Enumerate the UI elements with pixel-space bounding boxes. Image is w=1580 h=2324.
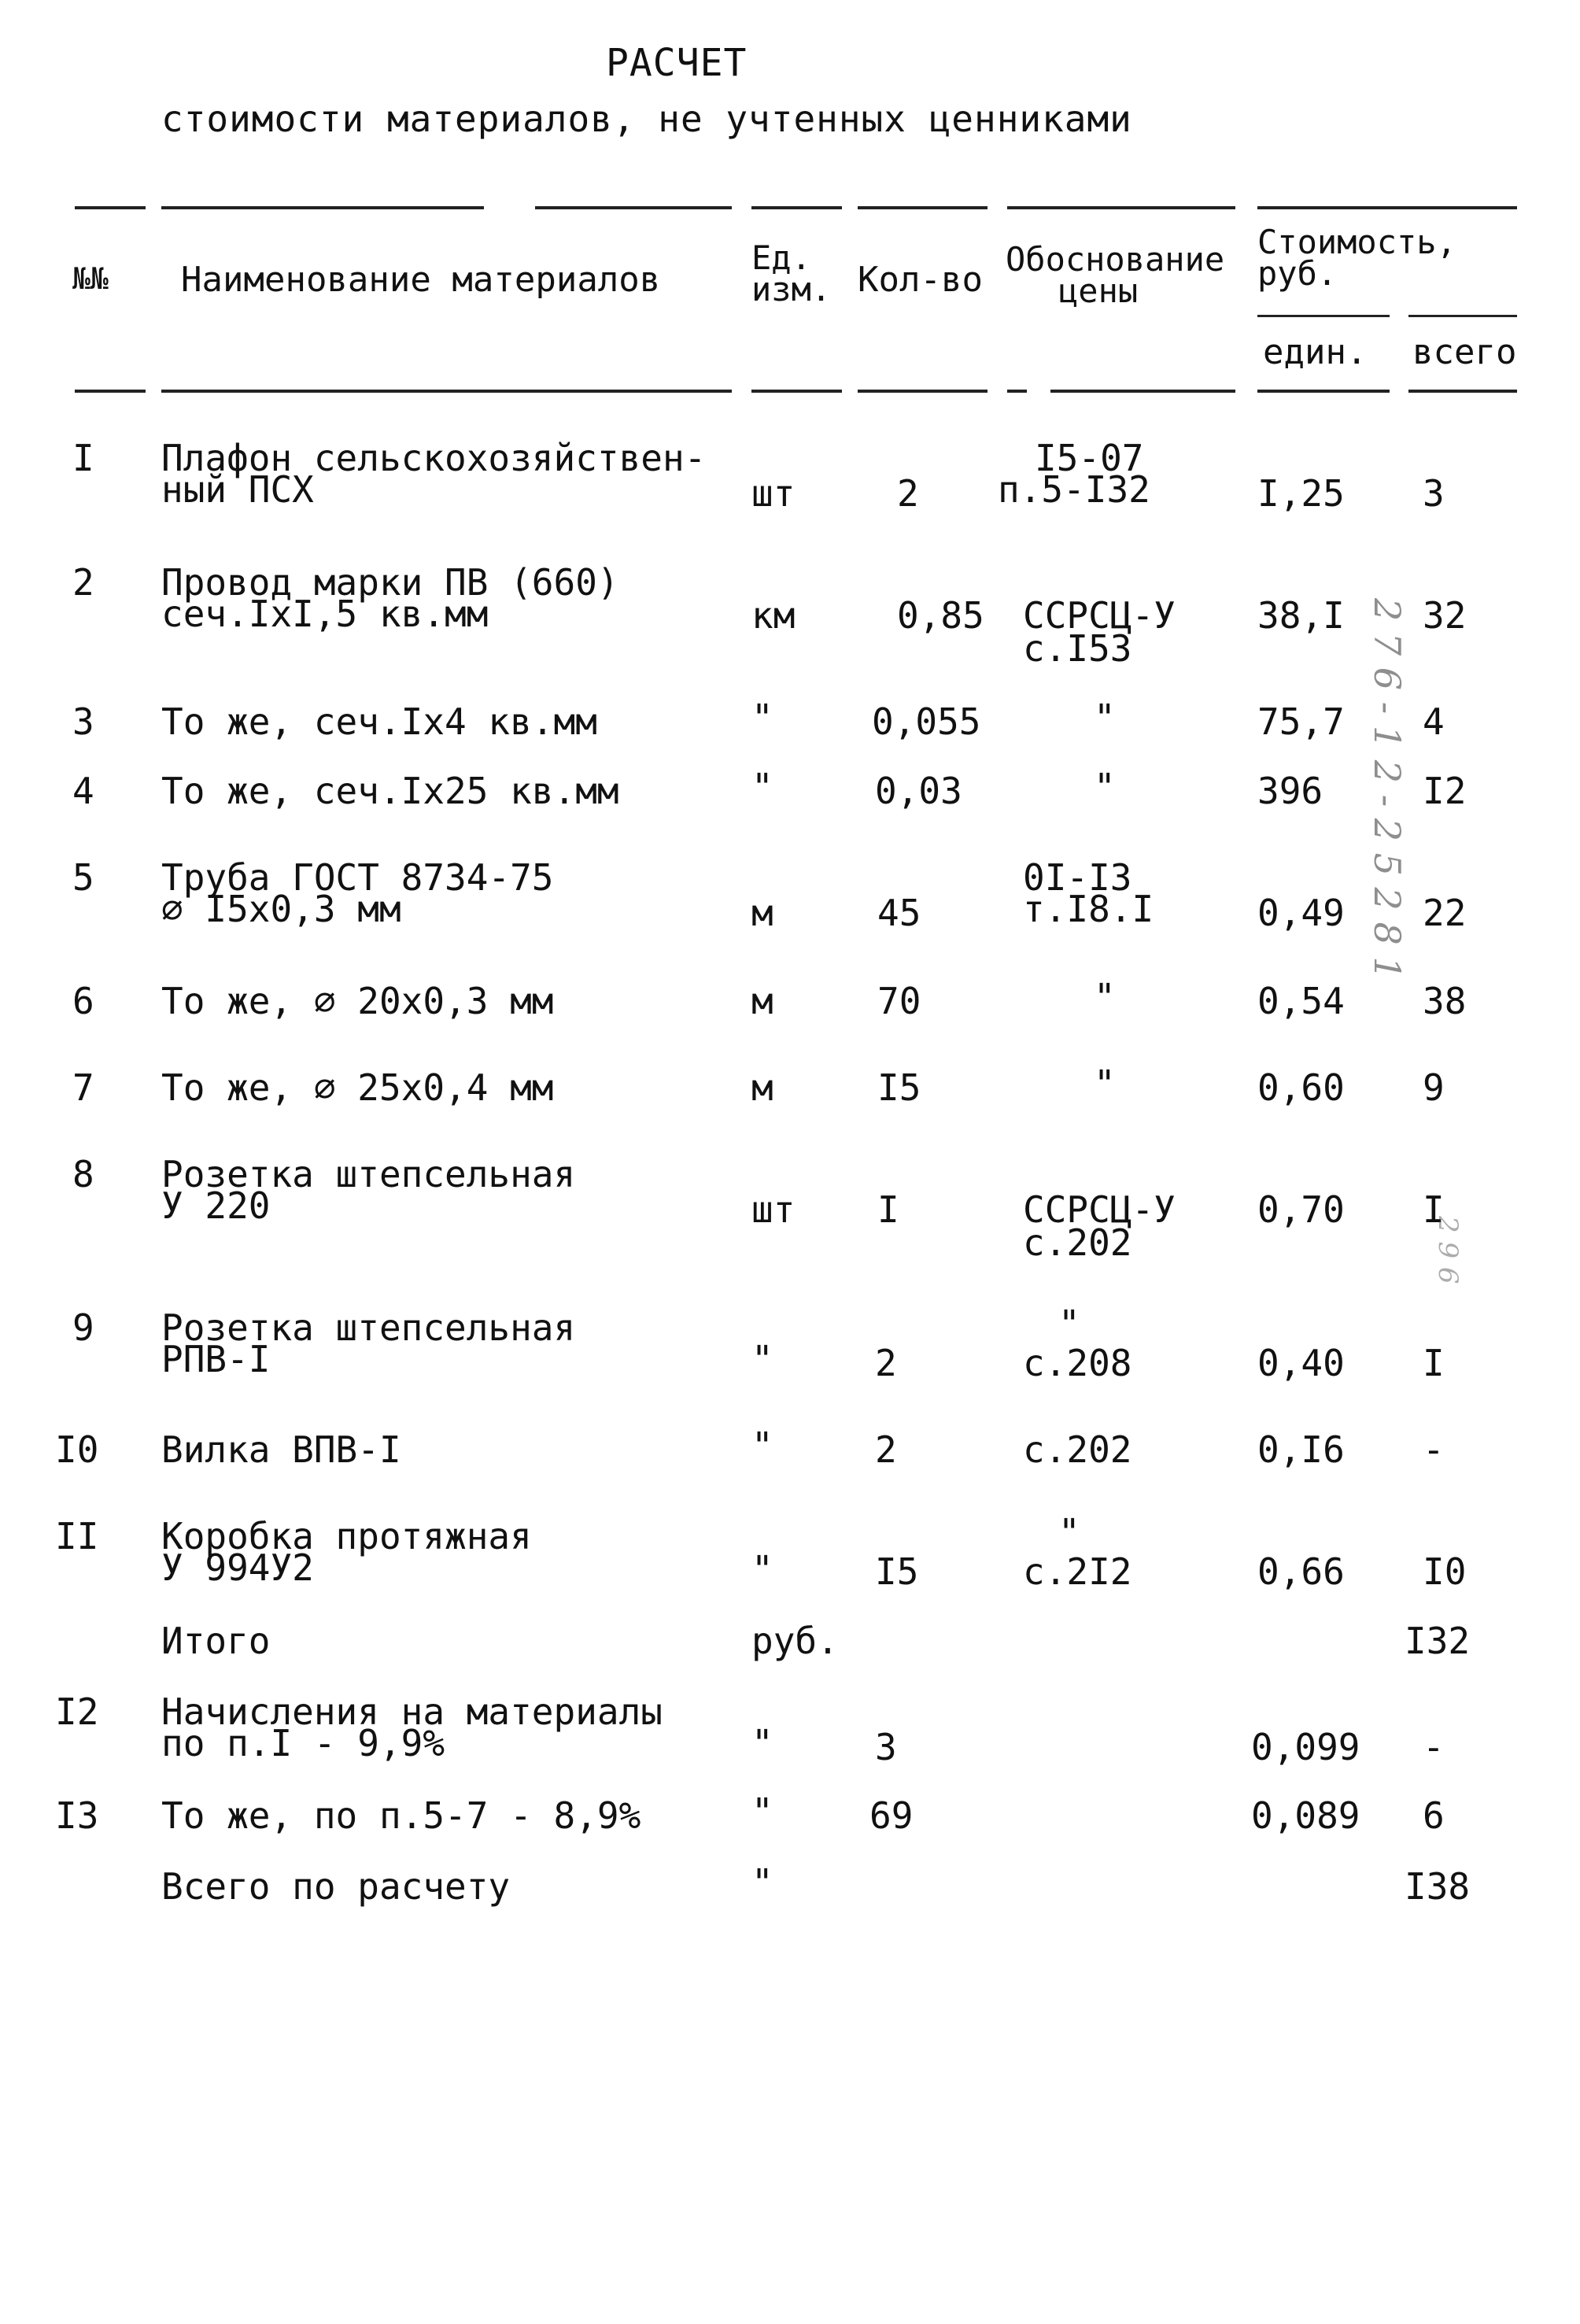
- row-num: 8: [72, 1153, 94, 1195]
- row-total: 22: [1423, 892, 1467, 934]
- row-unit-price: 0,70: [1257, 1188, 1345, 1231]
- header-qty: Кол-во: [858, 260, 983, 300]
- row-unit-price: 0,I6: [1257, 1428, 1345, 1471]
- row-unit-price: 0,089: [1251, 1794, 1360, 1837]
- row-qty: I: [877, 1188, 899, 1231]
- header-bottom-rule: [1257, 390, 1390, 393]
- document-subtitle: стоимости материалов, не учтенных ценниками: [161, 98, 1132, 140]
- row-unit-price: 0,49: [1257, 892, 1345, 934]
- row-basis-line1: ": [1094, 1062, 1116, 1105]
- header-cost-unit: един.: [1263, 332, 1368, 372]
- row-name-line1: Труба ГОСТ 8734-75: [161, 856, 554, 899]
- row-name-line1: Вилка ВПВ-I: [161, 1428, 401, 1471]
- header-top-rule: [161, 206, 484, 209]
- header-cost-line1: Стоимость,: [1257, 223, 1456, 261]
- row-basis-line2: с.208: [1023, 1342, 1132, 1384]
- header-bottom-rule: [1050, 390, 1235, 393]
- row-unit-price: 396: [1257, 770, 1323, 812]
- row-name-line2: У 220: [161, 1184, 271, 1227]
- row-unit-price: 0,60: [1257, 1066, 1345, 1109]
- row-qty: I5: [877, 1066, 921, 1109]
- row-unit: шт: [751, 1188, 796, 1231]
- header-bottom-rule: [858, 390, 988, 393]
- header-unit-line2: изм.: [751, 270, 832, 309]
- row-basis-line1: ": [1094, 976, 1116, 1018]
- row-name-line1: То же, ⌀ 20х0,3 мм: [161, 980, 554, 1022]
- row-basis-line1: 0I-I3: [1023, 856, 1132, 899]
- row-name-line1: То же, сеч.Iх4 кв.мм: [161, 700, 597, 743]
- row-basis-line2: п.5-I32: [998, 468, 1150, 511]
- subtotal-value: I32: [1405, 1620, 1471, 1662]
- header-top-rule: [1257, 206, 1517, 209]
- header-bottom-rule: [1007, 390, 1027, 393]
- row-basis-line1: ССРСЦ-У: [1023, 594, 1176, 637]
- row-qty: 0,85: [897, 594, 984, 637]
- row-total: 3: [1423, 472, 1445, 515]
- row-unit: шт: [751, 472, 796, 515]
- header-bottom-rule: [75, 390, 146, 393]
- row-name-line1: То же, по п.5-7 - 8,9%: [161, 1794, 641, 1837]
- row-unit: ": [751, 1722, 773, 1764]
- header-cost-total: всего: [1412, 332, 1517, 372]
- row-num: 2: [72, 561, 94, 604]
- header-bottom-rule: [161, 390, 732, 393]
- row-unit-price: 0,54: [1257, 980, 1345, 1022]
- row-unit: ": [751, 766, 773, 808]
- row-name-line1: Плафон сельскохозяйствен-: [161, 437, 707, 479]
- header-num: №№: [72, 261, 109, 296]
- row-basis-line1: ": [1058, 1302, 1080, 1345]
- row-unit-price: 75,7: [1257, 700, 1345, 743]
- header-cost-line2: руб.: [1257, 254, 1338, 293]
- row-num: 5: [72, 856, 94, 899]
- header-top-rule: [75, 206, 146, 209]
- row-name-line1: Коробка протяжная: [161, 1515, 532, 1557]
- row-qty: 2: [875, 1428, 897, 1471]
- row-unit: м: [751, 980, 773, 1022]
- row-total: -: [1423, 1726, 1445, 1768]
- row-unit: ": [751, 1790, 773, 1833]
- row-unit: км: [751, 594, 796, 637]
- header-top-rule: [535, 206, 732, 209]
- row-unit: ": [751, 696, 773, 739]
- row-name-line1: То же, ⌀ 25х0,4 мм: [161, 1066, 554, 1109]
- row-basis-line2: с.I53: [1023, 627, 1132, 670]
- header-bottom-rule: [751, 390, 842, 393]
- row-qty: 45: [877, 892, 921, 934]
- row-name-line2: У 994У2: [161, 1546, 314, 1589]
- row-total: -: [1423, 1428, 1445, 1471]
- row-num: II: [55, 1515, 99, 1557]
- row-total: 6: [1423, 1794, 1445, 1837]
- grand-total-label: Всего по расчету: [161, 1865, 511, 1908]
- cost-subheader-rule: [1408, 315, 1517, 317]
- header-unit-line1: Ед.: [751, 238, 811, 277]
- row-qty: 2: [897, 472, 919, 515]
- row-name-line1: Розетка штепсельная: [161, 1306, 576, 1349]
- row-basis-line1: I5-07: [1035, 437, 1144, 479]
- row-qty: I5: [875, 1550, 919, 1593]
- row-num: I2: [55, 1690, 99, 1733]
- row-unit-price: 0,66: [1257, 1550, 1345, 1593]
- handwritten-margin-note: 2 7 6 - 1 2 - 2 5 2 8 1: [1366, 598, 1408, 980]
- row-unit: ": [751, 1548, 773, 1591]
- row-num: 9: [72, 1306, 94, 1349]
- row-num: I: [72, 437, 94, 479]
- row-num: I3: [55, 1794, 99, 1837]
- row-qty: 2: [875, 1342, 897, 1384]
- row-basis-line2: с.2I2: [1023, 1550, 1132, 1593]
- row-total: 4: [1423, 700, 1445, 743]
- row-name-line1: То же, сеч.Iх25 кв.мм: [161, 770, 619, 812]
- row-name-line2: ⌀ I5х0,3 мм: [161, 888, 401, 930]
- grand-total-value: I38: [1405, 1865, 1471, 1908]
- row-basis-line2: с.202: [1023, 1221, 1132, 1264]
- row-basis-line1: ": [1094, 766, 1116, 808]
- row-name-line2: сеч.IxI,5 кв.мм: [161, 593, 489, 635]
- row-name-line2: ный ПСХ: [161, 468, 314, 511]
- row-total: I0: [1423, 1550, 1467, 1593]
- header-top-rule: [858, 206, 988, 209]
- row-qty: 69: [869, 1794, 914, 1837]
- header-bottom-rule: [1408, 390, 1517, 393]
- row-unit-price: 0,40: [1257, 1342, 1345, 1384]
- row-num: 6: [72, 980, 94, 1022]
- row-name-line2: РПВ-I: [161, 1338, 271, 1380]
- row-name-line1: Начисления на материалы: [161, 1690, 663, 1733]
- row-unit: ": [751, 1338, 773, 1380]
- subtotal-label: Итого: [161, 1620, 271, 1662]
- row-name-line1: Розетка штепсельная: [161, 1153, 576, 1195]
- row-qty: 0,03: [875, 770, 962, 812]
- row-total: 38: [1423, 980, 1467, 1022]
- row-num: I0: [55, 1428, 99, 1471]
- header-basis-line1: Обоснование: [1006, 240, 1225, 279]
- row-unit: м: [751, 892, 773, 934]
- row-unit-price: 38,I: [1257, 594, 1345, 637]
- row-total: I: [1423, 1342, 1445, 1384]
- row-unit: м: [751, 1066, 773, 1109]
- row-qty: 70: [877, 980, 921, 1022]
- row-qty: 3: [875, 1726, 897, 1768]
- row-basis-line1: с.202: [1023, 1428, 1132, 1471]
- row-total: 9: [1423, 1066, 1445, 1109]
- row-basis-line1: ССРСЦ-У: [1023, 1188, 1176, 1231]
- row-name-line1: Провод марки ПВ (660): [161, 561, 619, 604]
- handwritten-margin-note: 2 9 6: [1432, 1216, 1464, 1284]
- row-unit-price: I,25: [1257, 472, 1345, 515]
- subtotal-unit: руб.: [751, 1620, 839, 1662]
- header-top-rule: [1007, 206, 1235, 209]
- document-title: РАСЧЕТ: [606, 41, 748, 85]
- row-basis-line2: т.I8.I: [1023, 888, 1154, 930]
- row-basis-line1: ": [1094, 696, 1116, 739]
- row-unit: ": [751, 1424, 773, 1467]
- row-num: 7: [72, 1066, 94, 1109]
- row-name-line2: по п.I - 9,9%: [161, 1722, 445, 1764]
- row-qty: 0,055: [872, 700, 981, 743]
- cost-subheader-rule: [1257, 315, 1390, 317]
- row-total: 32: [1423, 594, 1467, 637]
- grand-total-unit: ": [751, 1861, 773, 1904]
- header-top-rule: [751, 206, 842, 209]
- row-num: 4: [72, 770, 94, 812]
- row-unit-price: 0,099: [1251, 1726, 1360, 1768]
- row-total: I2: [1423, 770, 1467, 812]
- row-basis-line1: ": [1058, 1511, 1080, 1554]
- header-basis-line2: цены: [1058, 272, 1139, 310]
- row-num: 3: [72, 700, 94, 743]
- row-total: I: [1423, 1188, 1445, 1231]
- header-name: Наименование материалов: [181, 260, 661, 300]
